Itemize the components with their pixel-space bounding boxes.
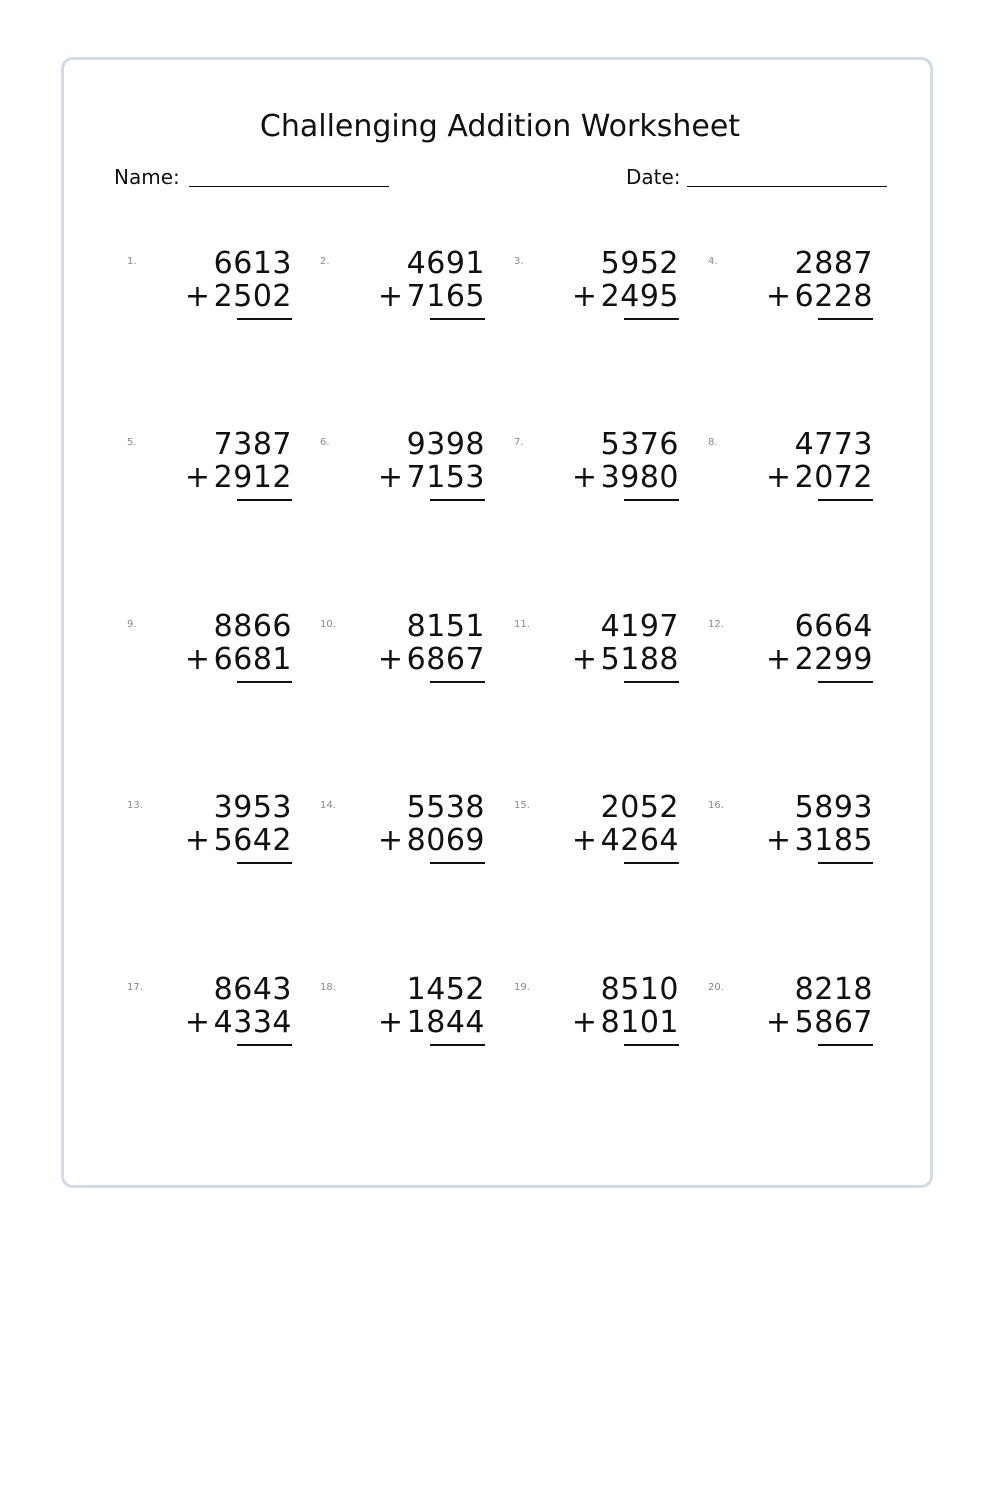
problem-number: 1. bbox=[127, 256, 137, 267]
plus-sign: + bbox=[377, 279, 403, 314]
answer-line[interactable] bbox=[430, 681, 485, 683]
answer-line[interactable] bbox=[430, 1044, 485, 1046]
problem-item bbox=[127, 246, 292, 356]
answer-line[interactable] bbox=[237, 499, 292, 501]
answer-line[interactable] bbox=[237, 1044, 292, 1046]
bottom-addend: 6681 bbox=[213, 642, 292, 677]
problem-item bbox=[708, 427, 873, 537]
bottom-addend: 2495 bbox=[600, 279, 679, 314]
answer-line[interactable] bbox=[624, 1044, 679, 1046]
problem-number: 18. bbox=[320, 982, 336, 993]
top-addend: 5952 bbox=[600, 246, 679, 281]
date-field-line[interactable] bbox=[687, 186, 887, 187]
problem-number: 7. bbox=[514, 437, 524, 448]
problem-number: 12. bbox=[708, 619, 724, 630]
plus-sign: + bbox=[765, 642, 791, 677]
plus-sign: + bbox=[184, 1005, 210, 1040]
plus-sign: + bbox=[571, 460, 597, 495]
problem-number: 8. bbox=[708, 437, 718, 448]
top-addend: 6613 bbox=[213, 246, 292, 281]
answer-line[interactable] bbox=[818, 681, 873, 683]
top-addend: 8151 bbox=[406, 609, 485, 644]
plus-sign: + bbox=[571, 279, 597, 314]
bottom-addend: 2502 bbox=[213, 279, 292, 314]
page-title: Challenging Addition Worksheet bbox=[259, 109, 741, 144]
answer-line[interactable] bbox=[430, 499, 485, 501]
problem-item bbox=[708, 246, 873, 356]
answer-line[interactable] bbox=[818, 318, 873, 320]
plus-sign: + bbox=[377, 642, 403, 677]
problem-item bbox=[708, 609, 873, 719]
problem-number: 4. bbox=[708, 256, 718, 267]
bottom-addend: 7165 bbox=[406, 279, 485, 314]
answer-line[interactable] bbox=[818, 499, 873, 501]
problem-item bbox=[514, 972, 679, 1082]
date-label: Date: bbox=[626, 165, 681, 189]
top-addend: 2887 bbox=[794, 246, 873, 281]
plus-sign: + bbox=[184, 823, 210, 858]
problem-number: 13. bbox=[127, 800, 143, 811]
bottom-addend: 2299 bbox=[794, 642, 873, 677]
plus-sign: + bbox=[184, 460, 210, 495]
plus-sign: + bbox=[765, 279, 791, 314]
problem-item bbox=[320, 246, 485, 356]
top-addend: 8510 bbox=[600, 972, 679, 1007]
bottom-addend: 4334 bbox=[213, 1005, 292, 1040]
top-addend: 4197 bbox=[600, 609, 679, 644]
bottom-addend: 2912 bbox=[213, 460, 292, 495]
plus-sign: + bbox=[377, 1005, 403, 1040]
top-addend: 2052 bbox=[600, 790, 679, 825]
problem-item bbox=[127, 427, 292, 537]
problem-number: 19. bbox=[514, 982, 530, 993]
bottom-addend: 7153 bbox=[406, 460, 485, 495]
top-addend: 1452 bbox=[406, 972, 485, 1007]
bottom-addend: 2072 bbox=[794, 460, 873, 495]
problem-item bbox=[127, 790, 292, 900]
problem-item bbox=[127, 609, 292, 719]
plus-sign: + bbox=[184, 642, 210, 677]
answer-line[interactable] bbox=[624, 862, 679, 864]
problem-item bbox=[708, 790, 873, 900]
bottom-addend: 3980 bbox=[600, 460, 679, 495]
bottom-addend: 5188 bbox=[600, 642, 679, 677]
problem-item bbox=[514, 427, 679, 537]
plus-sign: + bbox=[765, 823, 791, 858]
bottom-addend: 6228 bbox=[794, 279, 873, 314]
problem-item bbox=[320, 790, 485, 900]
top-addend: 5376 bbox=[600, 427, 679, 462]
plus-sign: + bbox=[571, 1005, 597, 1040]
problem-number: 20. bbox=[708, 982, 724, 993]
problem-item bbox=[320, 427, 485, 537]
plus-sign: + bbox=[571, 642, 597, 677]
plus-sign: + bbox=[377, 460, 403, 495]
answer-line[interactable] bbox=[624, 499, 679, 501]
problem-number: 11. bbox=[514, 619, 530, 630]
problem-item bbox=[708, 972, 873, 1082]
top-addend: 8643 bbox=[213, 972, 292, 1007]
problem-number: 17. bbox=[127, 982, 143, 993]
answer-line[interactable] bbox=[818, 1044, 873, 1046]
top-addend: 5538 bbox=[406, 790, 485, 825]
top-addend: 9398 bbox=[406, 427, 485, 462]
problem-item bbox=[514, 246, 679, 356]
top-addend: 6664 bbox=[794, 609, 873, 644]
problem-item bbox=[514, 790, 679, 900]
answer-line[interactable] bbox=[624, 318, 679, 320]
top-addend: 4691 bbox=[406, 246, 485, 281]
problem-number: 6. bbox=[320, 437, 330, 448]
top-addend: 5893 bbox=[794, 790, 873, 825]
plus-sign: + bbox=[765, 460, 791, 495]
plus-sign: + bbox=[184, 279, 210, 314]
bottom-addend: 5642 bbox=[213, 823, 292, 858]
answer-line[interactable] bbox=[237, 318, 292, 320]
answer-line[interactable] bbox=[624, 681, 679, 683]
bottom-addend: 1844 bbox=[406, 1005, 485, 1040]
problem-item bbox=[320, 972, 485, 1082]
answer-line[interactable] bbox=[818, 862, 873, 864]
problem-number: 5. bbox=[127, 437, 137, 448]
bottom-addend: 8069 bbox=[406, 823, 485, 858]
problem-item bbox=[514, 609, 679, 719]
name-field-line[interactable] bbox=[189, 186, 389, 187]
bottom-addend: 8101 bbox=[600, 1005, 679, 1040]
top-addend: 8866 bbox=[213, 609, 292, 644]
bottom-addend: 4264 bbox=[600, 823, 679, 858]
problem-number: 10. bbox=[320, 619, 336, 630]
plus-sign: + bbox=[765, 1005, 791, 1040]
problem-number: 15. bbox=[514, 800, 530, 811]
top-addend: 4773 bbox=[794, 427, 873, 462]
problem-item bbox=[127, 972, 292, 1082]
plus-sign: + bbox=[377, 823, 403, 858]
top-addend: 7387 bbox=[213, 427, 292, 462]
answer-line[interactable] bbox=[237, 681, 292, 683]
bottom-addend: 5867 bbox=[794, 1005, 873, 1040]
answer-line[interactable] bbox=[237, 862, 292, 864]
name-label: Name: bbox=[114, 165, 180, 189]
problem-number: 16. bbox=[708, 800, 724, 811]
bottom-addend: 3185 bbox=[794, 823, 873, 858]
top-addend: 3953 bbox=[213, 790, 292, 825]
answer-line[interactable] bbox=[430, 862, 485, 864]
problem-number: 2. bbox=[320, 256, 330, 267]
answer-line[interactable] bbox=[430, 318, 485, 320]
problem-number: 3. bbox=[514, 256, 524, 267]
problem-number: 14. bbox=[320, 800, 336, 811]
bottom-addend: 6867 bbox=[406, 642, 485, 677]
problem-number: 9. bbox=[127, 619, 137, 630]
plus-sign: + bbox=[571, 823, 597, 858]
top-addend: 8218 bbox=[794, 972, 873, 1007]
problem-item bbox=[320, 609, 485, 719]
